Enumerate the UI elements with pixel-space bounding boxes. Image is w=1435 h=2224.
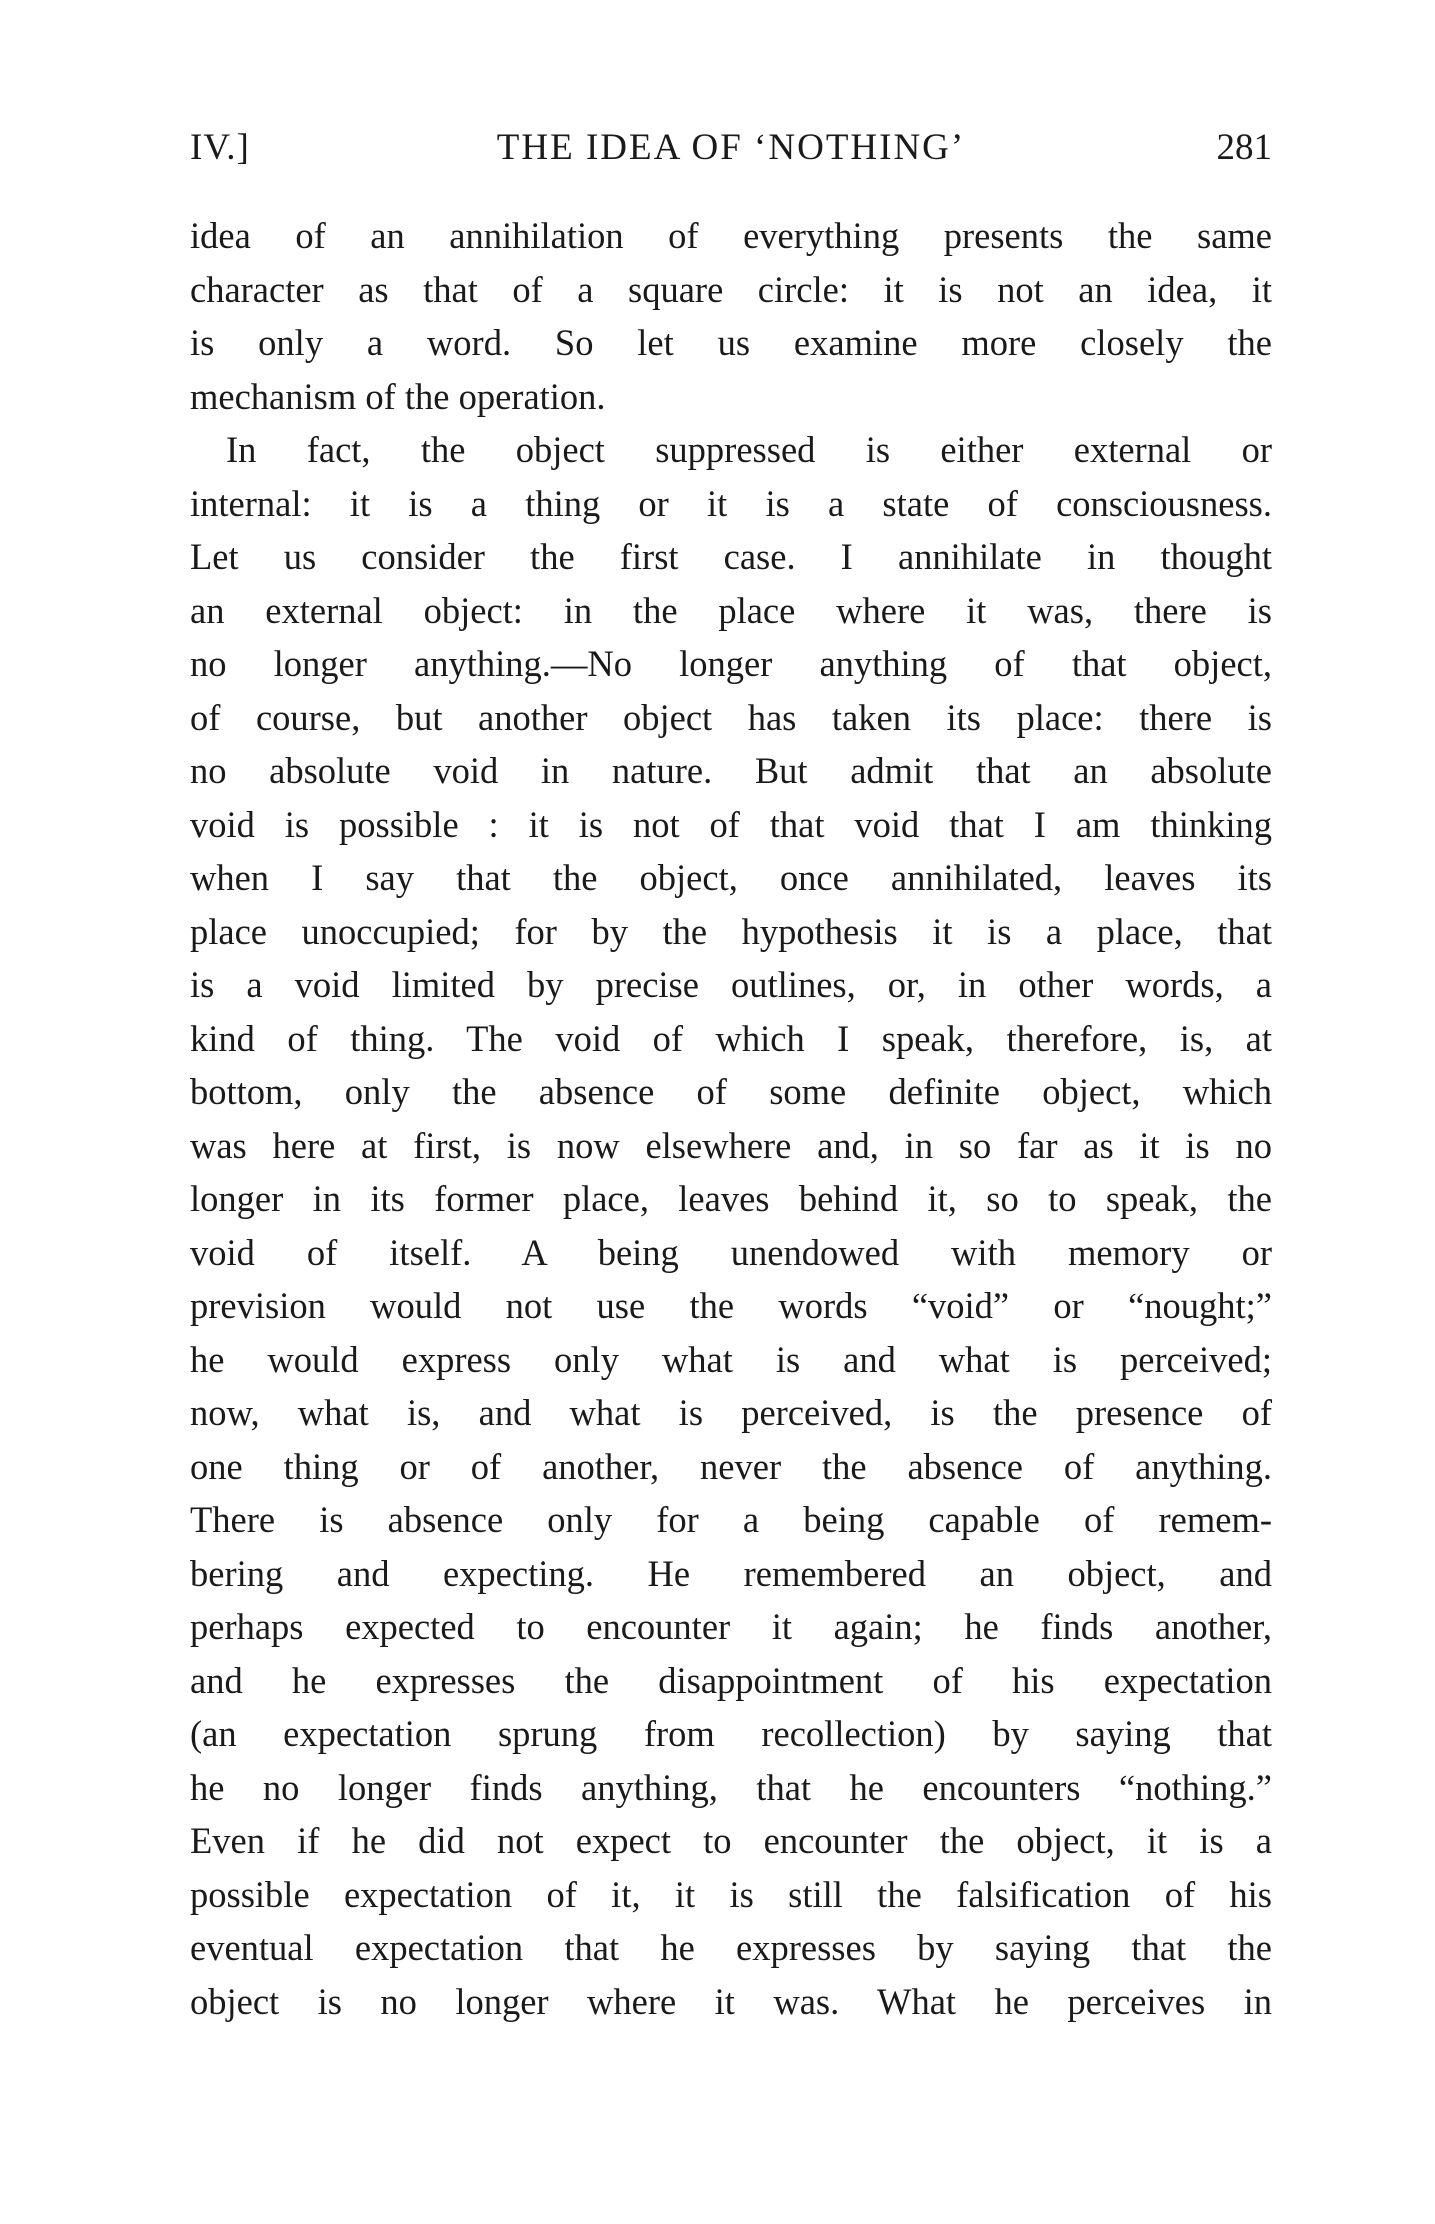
- text-line: now, what is, and what is perceived, is the presence of: [190, 1392, 1272, 1433]
- text-line: possible expectation of it, it is still the falsification of his: [190, 1873, 1272, 1915]
- text-line: bering and expecting. He remembered an object, and: [190, 1552, 1272, 1594]
- text-line: is a void limited by precise outlines, or, in other words, a: [190, 964, 1272, 1005]
- text-line: bottom, only the absence of some definite object, which: [190, 1071, 1272, 1112]
- running-title: THE IDEA OF ‘NOTHING’: [496, 127, 966, 168]
- body-text: [190, 209, 1272, 2028]
- text-line: he no longer finds anything, that he encounters “nothing.”: [190, 1766, 1272, 1808]
- text-line: place unoccupied; for by the hypothesis it is a place, that: [190, 910, 1272, 952]
- text-line: eventual expectation that he expresses by saying that the: [190, 1927, 1272, 1968]
- text-line: (an expectation sprung from recollection) by saying that: [190, 1713, 1272, 1754]
- text-line: Even if he did not expect to encounter the object, it is a: [190, 1820, 1272, 1861]
- text-line: longer in its former place, leaves behind it, so to speak, the: [190, 1178, 1272, 1219]
- text-line: was here at first, is now elsewhere and, in so far as it is no: [190, 1124, 1272, 1166]
- text-line: Let us consider the first case. I annihilate in thought: [190, 536, 1272, 577]
- text-line: void of itself. A being unendowed with memory or: [190, 1231, 1272, 1273]
- text-line: There is absence only for a being capable of remem-: [190, 1499, 1272, 1540]
- text-line: perhaps expected to encounter it again; he finds another,: [190, 1606, 1272, 1647]
- page-header: [190, 118, 1272, 178]
- text-line: In fact, the object suppressed is either external or: [226, 429, 1272, 470]
- text-line: object is no longer where it was. What he perceives in: [190, 1980, 1272, 2022]
- text-line: no absolute void in nature. But admit that an absolute: [190, 750, 1272, 791]
- text-line: idea of an annihilation of everything presents the same: [190, 215, 1272, 256]
- text-line: kind of thing. The void of which I speak, therefore, is, at: [190, 1017, 1272, 1059]
- text-line: is only a word. So let us examine more closely the: [190, 322, 1272, 363]
- text-line: he would express only what is and what is perceived;: [190, 1338, 1272, 1380]
- text-line: no longer anything.—No longer anything of that object,: [190, 643, 1272, 684]
- text-line: void is possible : it is not of that void that I am thinking: [190, 803, 1272, 845]
- text-line: one thing or of another, never the absence of anything.: [190, 1445, 1272, 1487]
- text-line: when I say that the object, once annihilated, leaves its: [190, 857, 1272, 898]
- text-line: character as that of a square circle: it is not an idea, it: [190, 268, 1272, 310]
- text-line: mechanism of the operation.: [190, 375, 606, 417]
- text-line: internal: it is a thing or it is a state of consciousness.: [190, 482, 1272, 524]
- text-line: of course, but another object has taken its place: there is: [190, 696, 1272, 738]
- text-line: an external object: in the place where it was, there is: [190, 589, 1272, 631]
- page-number: 281: [1216, 127, 1272, 168]
- text-line: prevision would not use the words “void” or “nought;”: [190, 1285, 1272, 1326]
- chapter-number: IV.]: [190, 127, 250, 168]
- text-line: and he expresses the disappointment of his expectation: [190, 1659, 1272, 1701]
